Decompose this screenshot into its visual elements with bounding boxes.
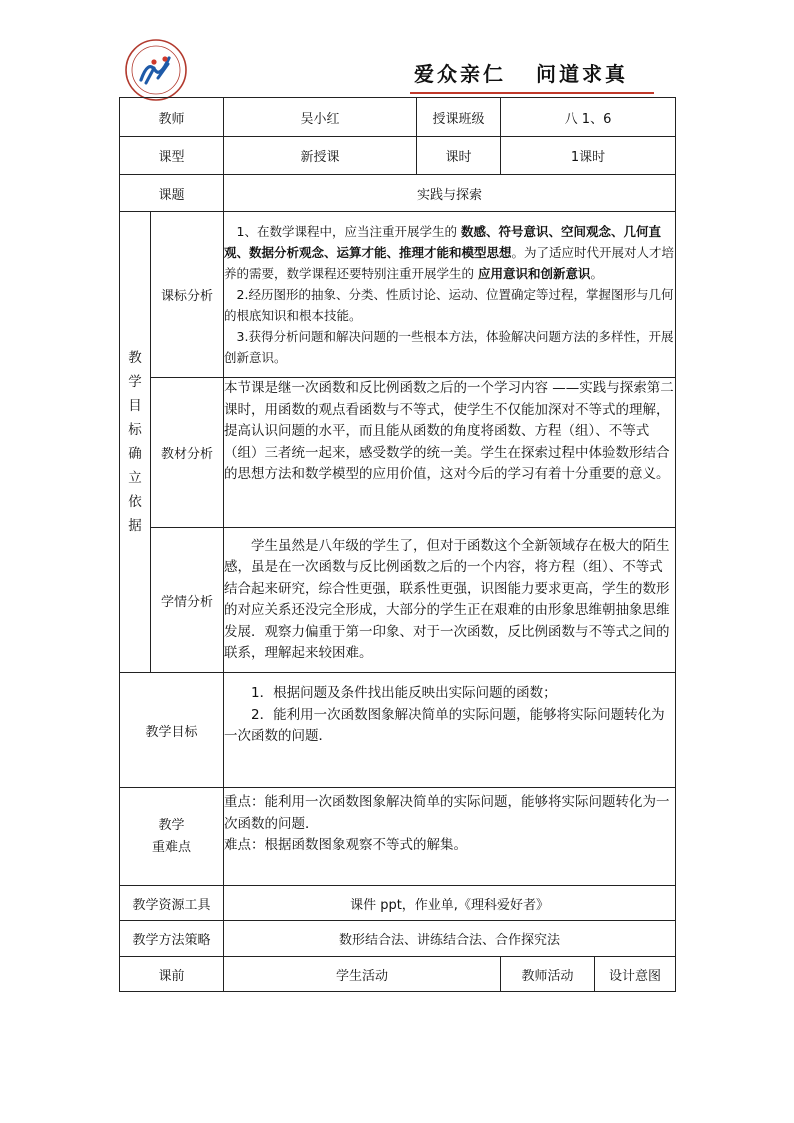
design-intent-header: 设计意图 [595, 957, 676, 992]
resources-value: 课件 ppt，作业单,《理科爱好者》 [224, 886, 676, 921]
material-label: 教材分析 [151, 378, 224, 528]
teacher-value: 吴小红 [224, 98, 417, 137]
keypoints-difficulty: 难点：根据函数图象观察不等式的解集。 [224, 837, 468, 853]
row-material [120, 378, 676, 528]
material-text: 本节课是继一次函数和反比例函数之后的一个学习内容 ——实践与探索第二课时，用函数的观点看函数与不等式，使学生不仅能加深对不等式的理解，提高认识问题的水平，而且能从函数的角度将函数、方程（组）、不等式（组）三者统一起来，感受数学的统一美。学生在探索过程中体验数形结合的思想方法和数学模型的应用价值，这对今后的学习有着十分重要的意义。 [224, 378, 676, 528]
basis-char: 确 [128, 446, 142, 462]
basis-char: 立 [128, 470, 142, 486]
curriculum-p2: 2.经历图形的抽象、分类、性质讨论、运动、位置确定等过程，掌握图形与几何的根底知识和根本技能。 [224, 287, 674, 323]
basis-char: 标 [128, 422, 142, 438]
type-label: 课型 [120, 137, 224, 175]
keypoints-label [120, 788, 224, 886]
school-motto [414, 58, 658, 87]
topic-value: 实践与探索 [224, 175, 676, 212]
teacher-label: 教师 [120, 98, 224, 137]
basis-char: 教 [128, 350, 142, 366]
school-logo-icon [124, 38, 188, 102]
row-teacher [120, 98, 676, 137]
curriculum-core-literacy: 数感、符号意识、空间观念、几何直观、数据分析观念、运算才能、推理才能和模型思想 [224, 224, 661, 260]
row-keypoints [120, 788, 676, 886]
class-label: 授课班级 [417, 98, 501, 137]
pre-class-label: 课前 [120, 957, 224, 992]
goal-text [224, 673, 676, 788]
row-goals [120, 673, 676, 788]
curriculum-label: 课标分析 [151, 212, 224, 378]
teacher-activity-header: 教师活动 [501, 957, 595, 992]
curriculum-p1-e: 。 [590, 266, 604, 281]
row-learner [120, 528, 676, 673]
motto-left: 爱众亲仁 [414, 62, 506, 86]
row-activity-header [120, 957, 676, 992]
basis-char: 据 [128, 518, 142, 534]
curriculum-application-innovation: 应用意识和创新意识 [478, 266, 591, 281]
motto-underline [410, 92, 654, 94]
curriculum-p1-c: 。为了适应时代开展对人才培养的需要，数学课程还要特别注重开展学生的 [224, 245, 675, 281]
hours-value: 1课时 [501, 137, 676, 175]
row-type [120, 137, 676, 175]
goal-p1: 1．根据问题及条件找出能反映出实际问题的函数； [251, 685, 557, 701]
keypoints-label-line2: 重难点 [152, 839, 192, 855]
goal-p2: 2．能利用一次函数图象解决简单的实际问题，能够将实际问题转化为一次函数的问题． [224, 706, 665, 744]
methods-label: 教学方法策略 [120, 921, 224, 957]
row-resources [120, 886, 676, 921]
resources-label: 教学资源工具 [120, 886, 224, 921]
curriculum-p1-a: 1、在数学课程中，应当注重开展学生的 [236, 224, 461, 239]
learner-label: 学情分析 [151, 528, 224, 673]
basis-char: 依 [128, 494, 142, 510]
keypoints-text [224, 788, 676, 886]
keypoints-focus: 重点：能利用一次函数图象解决简单的实际问题，能够将实际问题转化为一次函数的问题． [224, 794, 670, 832]
curriculum-p3: 3.获得分析问题和解决问题的一些根本方法，体验解决问题方法的多样性，开展创新意识。 [224, 329, 674, 365]
student-activity-header: 学生活动 [224, 957, 501, 992]
learner-text: 学生虽然是八年级的学生了，但对于函数这个全新领域存在极大的陌生感，虽是在一次函数与反比例函数之后的一个内容，将方程（组）、不等式结合起来研究，综合性更强，联系性更强，识图能力要求更高，学生的数形的对应关系还没完全形成，大部分的学生正在艰难的由形象思维朝抽象思维发展．观察力偏重于第一印象、对于一次函数，反比例函数与不等式之间的联系，理解起来较困难。 [224, 528, 676, 673]
hours-label: 课时 [417, 137, 501, 175]
goal-label: 教学目标 [120, 673, 224, 788]
topic-label: 课题 [120, 175, 224, 212]
type-value: 新授课 [224, 137, 417, 175]
basis-char: 目 [128, 398, 142, 414]
methods-value: 数形结合法、讲练结合法、合作探究法 [224, 921, 676, 957]
keypoints-label-line1: 教学 [158, 817, 185, 833]
row-curriculum [120, 212, 676, 378]
row-topic [120, 175, 676, 212]
lesson-plan-table [119, 97, 676, 992]
basis-char: 学 [128, 374, 142, 390]
curriculum-text [224, 212, 676, 378]
row-methods [120, 921, 676, 957]
basis-vertical-label [120, 212, 151, 673]
class-value: 八 1、6 [501, 98, 676, 137]
motto-right: 问道求真 [536, 62, 628, 86]
